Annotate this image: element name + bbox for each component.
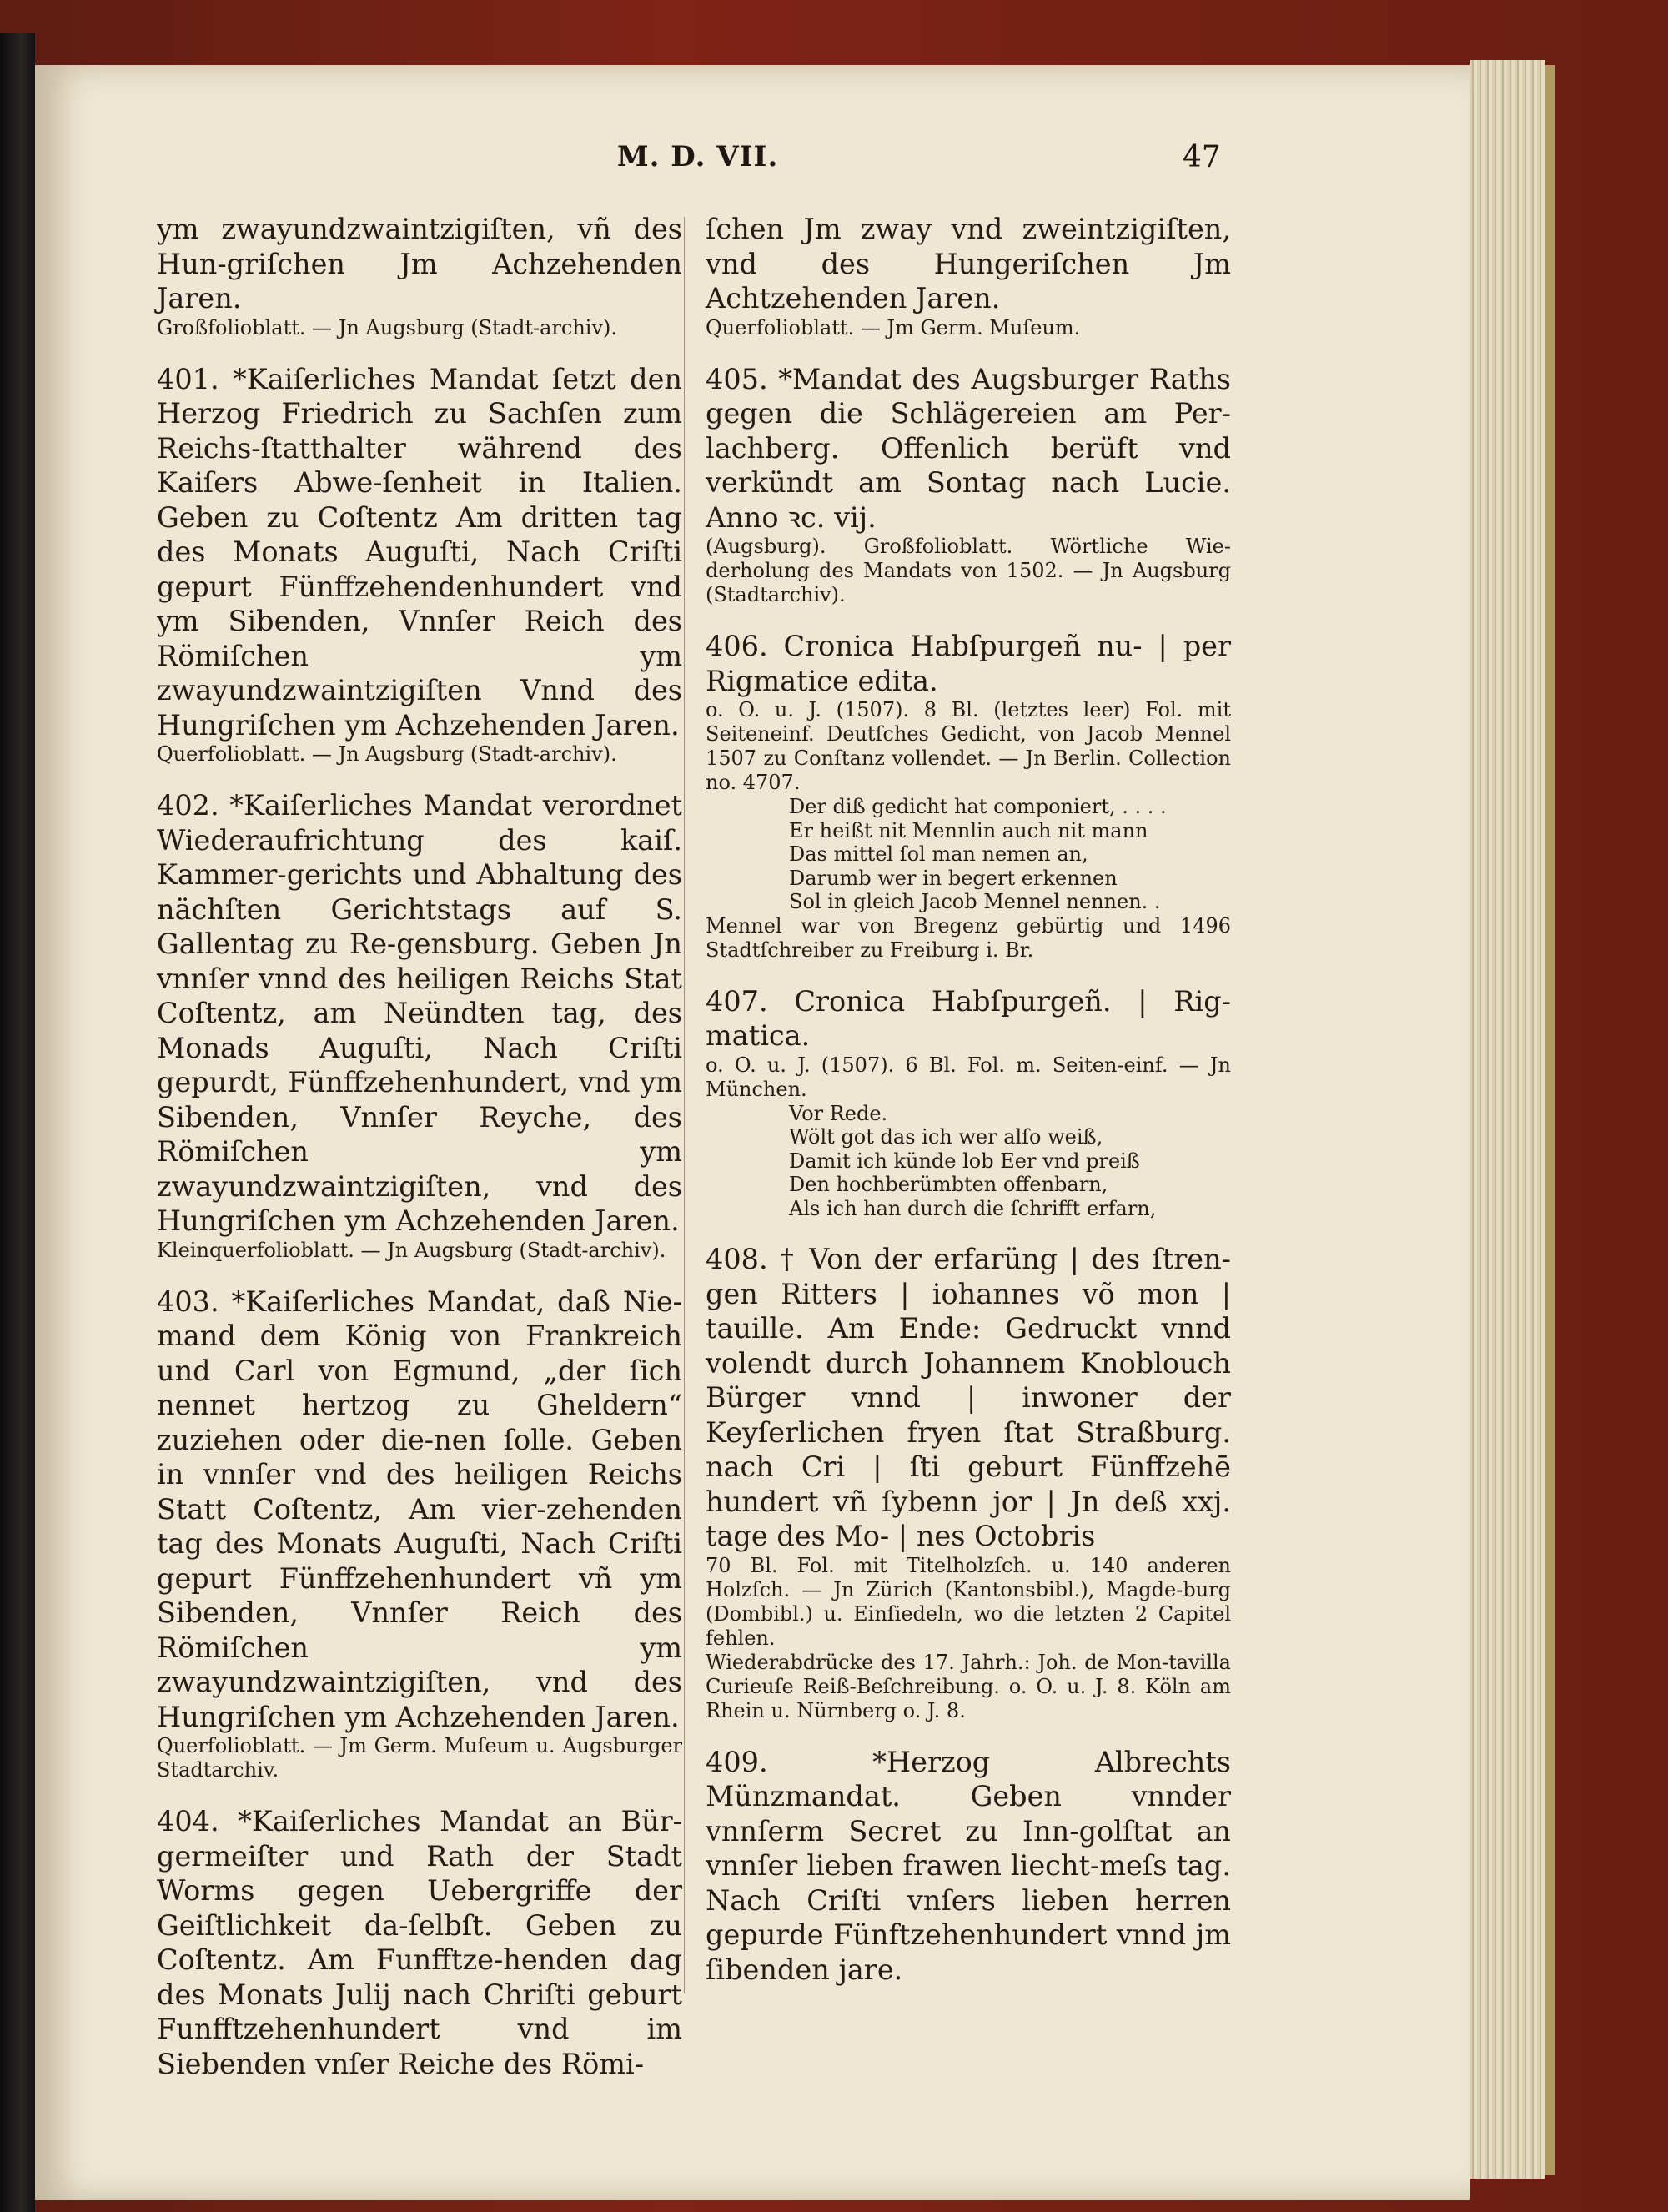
- left-book-edge: [0, 33, 35, 2212]
- continued-entry-text: ſchen Jm zway vnd zweintzigiſten, vnd des Hungeriſchen Jm Achtzehenden Jaren.: [706, 213, 1231, 314]
- entry-405-note: (Augsburg). Großfolioblatt. Wörtliche Wie-derholung des Mandats von 1502. — Jn Augsburg (Stadtarchiv).: [706, 535, 1231, 606]
- column-divider: [684, 217, 685, 1993]
- page-number: 47: [1183, 140, 1221, 174]
- entry-406-note: o. O. u. J. (1507). 8 Bl. (letztes leer) Fol. mit Seiteneinf. Deutſches Gedicht, von Jacob Mennel 1507 zu Conſtanz vollendet. — Jn Berlin. Collection no. 4707.: [706, 698, 1231, 794]
- continued-entry-note: Querfolioblatt. — Jm Germ. Muſeum.: [706, 315, 1081, 339]
- right-column: [706, 212, 1231, 1987]
- entry-405-text: 405. *Mandat des Augsburger Raths gegen die Schlägereien am Per-lachberg. Offenlich berüft vnd verkündt am Sontag nach Lucie. Anno ꝛc. vij.: [706, 362, 1231, 534]
- continued-entry-note: Großfolioblatt. — Jn Augsburg (Stadt-archiv).: [157, 315, 618, 339]
- entry-406-verse: Der diß gedicht hat componiert, . . . . Er heißt nit Mennlin auch nit mann Das mittel ſol man nemen an, Darumb wer in begert erkennen Sol in gleich Jacob Mennel nennen. .: [789, 795, 1167, 913]
- entry-401-text: 401. *Kaiſerliches Mandat ſetzt den Herzog Friedrich zu Sachſen zum Reichs-ſtatthalter während des Kaiſers Abwe-ſenheit in Italien. Geben zu Coſtentz Am dritten tag des Monats Auguſti, Nach Criſti gepurt Fünffzehendenhundert vnd ym Sibenden, Vnnſer Reich des Römiſchen ym zwayundzwaintzigiſten Vnnd des Hungriſchen ym Achzehenden Jaren.: [157, 362, 682, 742]
- entry-402-text: 402. *Kaiſerliches Mandat verordnet Wiederaufrichtung des kaiſ. Kammer-gerichts und Abhaltung des nächſten Gerichtstags auf S. Gallentag zu Re-gensburg. Geben Jn vnnſer vnnd des heiligen Reichs Stat Coſtentz, am Neündten tag, des Monads Auguſti, Nach Criſti gepurdt, Fünffzehenhundert, vnd ym Sibenden, Vnnſer Reyche, des Römiſchen ym zwayundzwaintzigiſten, vnd des Hungriſchen ym Achzehenden Jaren.: [157, 789, 682, 1237]
- entry-403-text: 403. *Kaiſerliches Mandat, daß Nie-mand dem König von Frankreich und Carl von Egmund, „der ſich nennet hertzog zu Gheldern“ zuziehen oder die-nen ſolle. Geben in vnnſer vnd des heiligen Reichs Statt Coſtentz, Am vier-zehenden tag des Monats Auguſti, Nach Criſti gepurt Fünffzehenhundert vñ ym Sibenden, Vnnſer Reich des Römiſchen ym zwayundzwaintzigiſten, vnd des Hungriſchen ym Achzehenden Jaren.: [157, 1284, 682, 1733]
- entry-409-text: 409. *Herzog Albrechts Münzmandat. Geben vnnder vnnſerm Secret zu Inn-golſtat an vnnſer lieben frawen liecht-meſs tag. Nach Criſti vnſers lieben herren gepurde Fünftzehenhundert vnnd jm ſibenden jare.: [706, 1745, 1231, 1986]
- entry-403-note: Querfolioblatt. — Jm Germ. Muſeum u. Augsburger Stadtarchiv.: [157, 1734, 682, 1782]
- entry-407-text: 407. Cronica Habſpurgeñ. | Rig-matica.: [706, 984, 1231, 1052]
- page-edges: [1470, 60, 1545, 2179]
- entry-408-note-2: Wiederabdrücke des 17. Jahrh.: Joh. de Mon-tavilla Curieuſe Reiß-Beſchreibung. o. O. u. J. 8. Köln am Rhein u. Nürnberg o. J. 8.: [706, 1650, 1231, 1722]
- page-header: [0, 140, 1668, 190]
- entry-401-note: Querfolioblatt. — Jn Augsburg (Stadt-archiv).: [157, 742, 617, 766]
- entry-407-verse: Vor Rede. Wölt got das ich wer alſo weiß, Damit ich künde lob Eer vnd preiß Den hochberümbten offenbarn, Als ich han durch die ſchrifft erfarn,: [789, 1101, 1157, 1220]
- entry-408-note: 70 Bl. Fol. mit Titelholzſch. u. 140 anderen Holzſch. — Jn Zürich (Kantonsbibl.), Magde-burg (Dombibl.) u. Einſiedeln, wo die letzten 2 Capitel fehlen.: [706, 1553, 1231, 1650]
- entry-404-text: 404. *Kaiſerliches Mandat an Bür-germeiſter und Rath der Stadt Worms gegen Uebergriffe der Geiſtlichkeit da-ſelbſt. Geben zu Coſtentz. Am Funfftze-henden dag des Monats Julij nach Chriſti geburt Funfftzehenhundert vnd im Siebenden vnſer Reiche des Römi-: [157, 1805, 682, 2080]
- continued-entry-text: ym zwayundzwaintzigiſten, vñ des Hun-griſchen Jm Achzehenden Jaren.: [157, 213, 682, 314]
- entry-407-note: o. O. u. J. (1507). 6 Bl. Fol. m. Seiten-einf. — Jn München.: [706, 1053, 1231, 1101]
- entry-406-text: 406. Cronica Habſpurgeñ nu- | per Rigmatice edita.: [706, 630, 1231, 697]
- entry-406-note-2: Mennel war von Bregenz gebürtig und 1496 Stadtſchreiber zu Freiburg i. Br.: [706, 913, 1231, 962]
- entry-402-note: Kleinquerfolioblatt. — Jn Augsburg (Stadt-archiv).: [157, 1238, 666, 1262]
- running-title: M. D. VII.: [617, 140, 779, 173]
- cover-edge: [1545, 65, 1555, 2175]
- left-column: [157, 212, 682, 2081]
- entry-408-text: 408. † Von der erfarüng | des ſtren-gen Ritters | iohannes võ mon | tauille. Am Ende: Gedruckt vnnd volendt durch Johannem Knoblouch Bürger vnnd | inwoner der Keyſerlichen fryen ſtat Straßburg. nach Cri | ſti geburt Fünffzehē hundert vñ ſybenn jor | Jn deß xxj. tage des Mo- | nes Octobris: [706, 1243, 1231, 1552]
